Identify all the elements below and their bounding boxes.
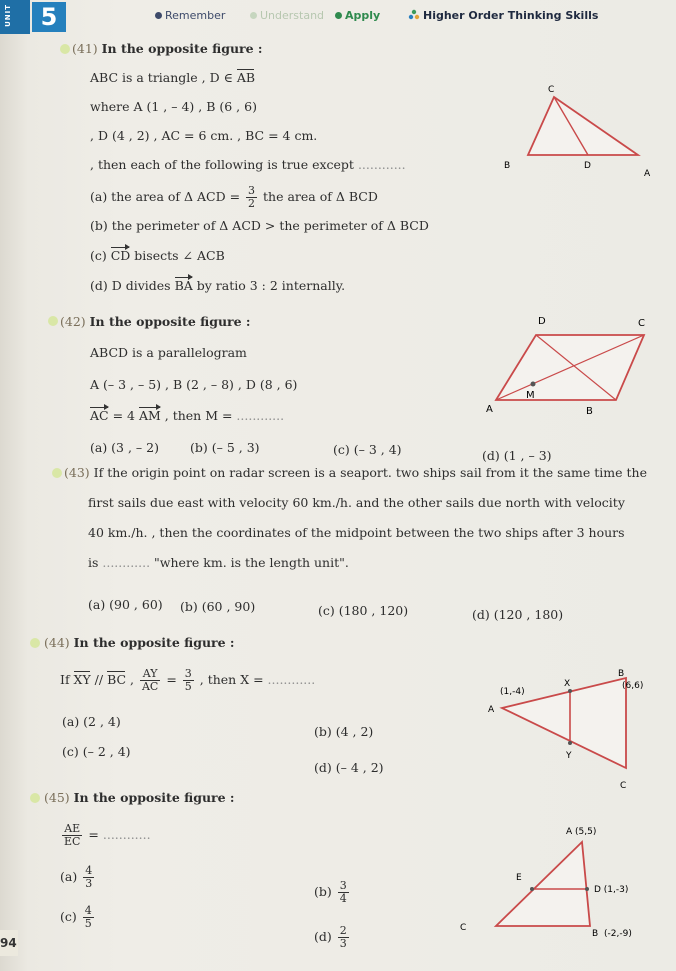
- bullet-icon: [250, 12, 257, 19]
- q42-line1: ABCD is a parallelogram: [90, 345, 247, 360]
- q42-option-a: (a) (3 , – 2): [90, 440, 159, 455]
- q43-line2: first sails due east with velocity 60 km./h. and the other sails due north with velocity: [88, 495, 625, 510]
- q42-option-b: (b) (– 5 , 3): [190, 440, 260, 455]
- q42-figure-parallelogram: [476, 310, 666, 420]
- q43-option-d: (d) (120 , 180): [472, 607, 564, 622]
- bullet-icon: [155, 12, 162, 19]
- question-marker: [30, 638, 40, 648]
- q43-option-c: (c) (180 , 120): [318, 603, 409, 618]
- unit-number: 5: [32, 2, 66, 32]
- level-higher-order: Higher Order Thinking Skills: [408, 9, 598, 22]
- q45-statement: $\frac{AE}{EC}$ = ............: [64, 822, 151, 848]
- q43-line3: 40 km./h. , then the coordinates of the midpoint between the two ships after 3 hours: [88, 525, 625, 540]
- question-marker: [60, 44, 70, 54]
- q41-option-b: (b) the perimeter of Δ ACD > the perimeter of Δ BCD: [90, 218, 429, 233]
- q42-label-b: B: [586, 406, 593, 417]
- q44-heading: (44) In the opposite figure :: [44, 635, 235, 650]
- q41-option-d: (d) D divides BA by ratio 3 : 2 internally.: [90, 278, 346, 293]
- q41-line3: , D (4 , 2) , AC = 6 cm. , BC = 4 cm.: [90, 128, 318, 143]
- level-remember: Remember: [155, 9, 225, 22]
- q41-line4: , then each of the following is true except ............: [90, 157, 406, 172]
- q45-label-b-coord: (-2,-9): [604, 929, 632, 939]
- unit-label: UNIT: [4, 4, 12, 27]
- q42-label-c: C: [638, 318, 645, 329]
- q42-heading: (42) In the opposite figure :: [60, 314, 251, 329]
- q41-option-a: (a) the area of Δ ACD = $\frac{3}{2}$ the area of Δ BCD: [90, 184, 378, 210]
- q45-label-e: E: [516, 873, 522, 883]
- q42-label-d: D: [538, 316, 546, 327]
- q44-label-b-coord: (6,6): [622, 681, 644, 691]
- q42-line2: A (– 3 , – 5) , B (2 , – 8) , D (8 , 6): [90, 377, 298, 392]
- q44-option-c: (c) (– 2 , 4): [62, 744, 131, 759]
- unit-tab: [0, 0, 30, 34]
- question-marker: [30, 793, 40, 803]
- q44-figure-triangle: [470, 664, 670, 796]
- q45-label-c: C: [460, 923, 467, 933]
- q45-label-d: D (1,-3): [594, 885, 629, 895]
- q41-line2: where A (1 , – 4) , B (6 , 6): [90, 99, 257, 114]
- q41-option-c: (c) CD bisects ∠ ACB: [90, 248, 225, 263]
- question-marker: [52, 468, 62, 478]
- q43-line1: (43) If the origin point on radar screen is a seaport. two ships sail from it the same time the: [64, 465, 647, 480]
- q41-line1: ABC is a triangle , D ∈ AB: [90, 70, 256, 85]
- q44-option-b: (b) (4 , 2): [314, 724, 374, 739]
- q41-label-c: C: [548, 85, 555, 95]
- q45-label-b: B: [592, 929, 599, 939]
- q44-option-a: (a) (2 , 4): [62, 714, 121, 729]
- bullet-icon: [335, 12, 342, 19]
- brain-icon: [408, 9, 420, 21]
- level-apply: Apply: [335, 9, 380, 22]
- q45-option-b: (b) $\frac{3}{4}$: [314, 879, 347, 905]
- q45-figure-triangle: [460, 818, 670, 953]
- q44-label-a-coord: (1,-4): [500, 687, 525, 697]
- q45-option-a: (a) $\frac{4}{3}$: [60, 864, 93, 890]
- q41-label-d: D: [584, 161, 591, 171]
- page-number: 94: [0, 930, 18, 956]
- q42-label-m: M: [526, 390, 535, 401]
- q43-line4: is ............ "where km. is the length unit".: [88, 555, 349, 570]
- q42-option-d: (d) (1 , – 3): [482, 448, 552, 463]
- q44-label-a: A: [488, 705, 495, 715]
- q44-option-d: (d) (– 4 , 2): [314, 760, 384, 775]
- q44-label-x: X: [564, 679, 571, 689]
- q44-statement: If XY // BC , $\frac{AY}{AC}$ = $\frac{3}{5}$ , then X = ............: [60, 667, 316, 693]
- q45-label-a: A (5,5): [566, 827, 597, 837]
- q41-label-a: A: [644, 169, 651, 179]
- q41-heading: (41) In the opposite figure :: [72, 41, 263, 56]
- q42-line3: AC = 4 AM , then M = ............: [90, 408, 285, 423]
- unit-header: [0, 0, 676, 36]
- q41-figure-triangle: [490, 80, 670, 180]
- q45-option-c: (c) $\frac{4}{5}$: [60, 904, 92, 930]
- q42-label-a: A: [486, 404, 493, 415]
- q42-option-c: (c) (– 3 , 4): [333, 442, 402, 457]
- question-marker: [48, 316, 58, 326]
- q43-option-b: (b) (60 , 90): [180, 599, 256, 614]
- level-understand: Understand: [250, 9, 324, 22]
- q44-label-c: C: [620, 781, 627, 791]
- q41-label-b: B: [504, 161, 511, 171]
- q44-label-b: B: [618, 669, 625, 679]
- q45-heading: (45) In the opposite figure :: [44, 790, 235, 805]
- q45-option-d: (d) $\frac{2}{3}$: [314, 924, 347, 950]
- q44-label-y: Y: [566, 751, 572, 761]
- q43-option-a: (a) (90 , 60): [88, 597, 163, 612]
